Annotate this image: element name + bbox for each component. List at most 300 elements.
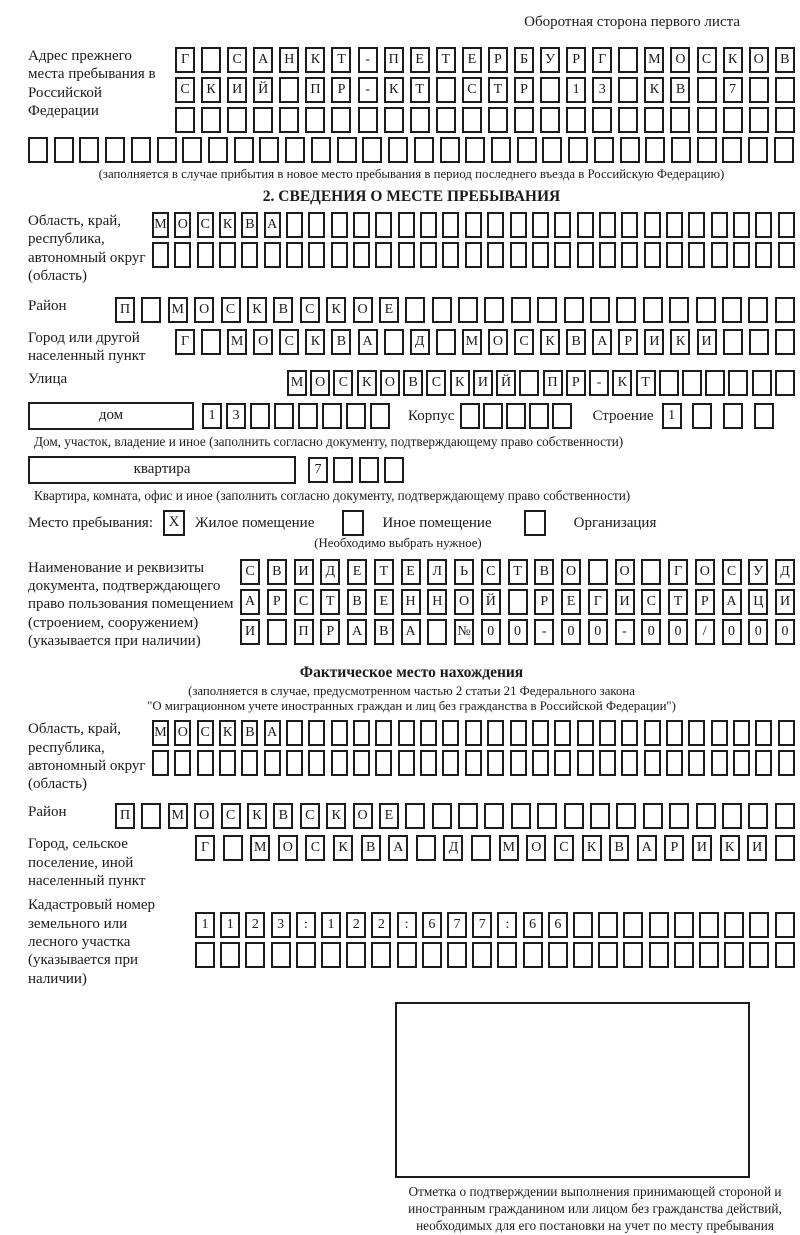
char-box: К [670,329,690,355]
char-box: Д [775,559,795,585]
char-box: В [241,212,258,238]
char-box [692,403,712,429]
char-box [588,559,608,585]
char-box: П [294,619,314,645]
char-box [670,107,690,133]
char-box [514,107,534,133]
char-box [749,942,769,968]
char-box [532,242,549,268]
char-box [748,137,768,163]
char-box: В [267,559,287,585]
char-box: Ь [454,559,474,585]
char-box: И [615,589,635,615]
gorod-row [175,329,795,355]
char-box: М [227,329,247,355]
char-box: К [450,370,470,396]
char-box [529,403,549,429]
char-box [375,750,392,776]
dom-note: Дом, участок, владение и иное (заполнить согласно документу, подтверждающему право собственности) [34,433,624,449]
char-box [398,720,415,746]
char-box [353,242,370,268]
char-box [564,297,584,323]
char-box: Д [320,559,340,585]
kvartira-row [308,457,404,483]
char-box: А [722,589,742,615]
char-box: Р [320,619,340,645]
char-box [305,107,325,133]
char-box [599,242,616,268]
char-box [752,370,772,396]
char-box: О [561,559,581,585]
char-box [688,720,705,746]
char-box [201,107,221,133]
char-box: С [227,47,247,73]
char-box [733,720,750,746]
char-box [491,137,511,163]
char-box [590,297,610,323]
char-box [508,589,528,615]
dom-row [202,403,390,429]
char-box: М [250,835,270,861]
char-box: Н [401,589,421,615]
char-box: В [374,619,394,645]
prev-address-row-4 [28,137,794,163]
char-box [749,912,769,938]
stamp-box [395,1002,750,1178]
char-box [705,370,725,396]
prev-address-row-3 [175,107,795,133]
char-box [322,403,342,429]
char-box: М [152,720,169,746]
char-box [697,107,717,133]
char-box [599,212,616,238]
char-box [594,137,614,163]
mesto-note: (Необходимо выбрать нужное) [314,535,482,550]
char-box: С [240,559,260,585]
char-box [775,912,795,938]
char-box [331,720,348,746]
char-box: М [644,47,664,73]
char-box: 2 [371,912,391,938]
char-box [540,77,560,103]
prev-address-block [28,47,795,133]
char-box [649,912,669,938]
char-box: М [152,212,169,238]
char-box: 6 [422,912,442,938]
char-box [253,107,273,133]
char-box [564,803,584,829]
char-box [775,77,795,103]
char-box: 6 [523,912,543,938]
char-box: К [357,370,377,396]
char-box: 3 [592,77,612,103]
kvartira-box: квартира [28,456,296,484]
char-box: О [488,329,508,355]
char-box: С [554,835,574,861]
fact-gorod-row [195,835,795,861]
mesto-option-label-inoe: Иное помещение [382,514,492,531]
char-box [208,137,228,163]
char-box [554,212,571,238]
char-box [296,942,316,968]
char-box [346,403,366,429]
char-box [511,297,531,323]
ulitsa-row [287,370,795,396]
char-box: 2 [346,912,366,938]
char-box [182,137,202,163]
char-box: А [264,720,281,746]
char-box [465,137,485,163]
char-box: Е [410,47,430,73]
char-box [697,77,717,103]
char-box: Р [664,835,684,861]
char-box [201,47,221,73]
kadastr-row-1 [195,912,795,938]
char-box: 3 [226,403,246,429]
char-box: А [253,47,273,73]
char-box: Р [331,77,351,103]
kvartira-note: Квартира, комната, офис и иное (заполнить согласно документу, подтверждающему право собственности) [34,487,631,503]
char-box [420,750,437,776]
char-box: К [582,835,602,861]
char-box: О [174,720,191,746]
char-box: 0 [481,619,501,645]
char-box: А [240,589,260,615]
checkbox-inoe-pomeshchenie[interactable] [342,510,364,536]
char-box [245,942,265,968]
char-box [573,942,593,968]
char-box: Н [279,47,299,73]
char-box [353,720,370,746]
char-box [674,912,694,938]
char-box [195,942,215,968]
char-box: Г [668,559,688,585]
char-box [488,107,508,133]
char-box [723,403,743,429]
char-box [645,137,665,163]
char-box [644,242,661,268]
prev-address-row-1 [175,47,795,73]
char-box [649,942,669,968]
char-box: 1 [662,403,682,429]
char-box: Т [636,370,656,396]
char-box [669,297,689,323]
char-box: Т [436,47,456,73]
char-box: И [240,619,260,645]
char-box: М [287,370,307,396]
char-box [566,107,586,133]
prev-address-row-2 [175,77,795,103]
char-box: О [615,559,635,585]
char-box: Б [514,47,534,73]
char-box [220,942,240,968]
char-box [308,242,325,268]
char-box [711,212,728,238]
doc-row-1 [240,559,795,585]
char-box [346,942,366,968]
char-box [321,942,341,968]
char-box [510,242,527,268]
char-box: К [219,720,236,746]
char-box: А [401,619,421,645]
char-box: : [497,912,517,938]
char-box [733,750,750,776]
char-box: В [534,559,554,585]
char-box [259,137,279,163]
char-box [671,137,691,163]
char-box: А [637,835,657,861]
stroenie-label: Строение [592,407,654,424]
char-box: С [279,329,299,355]
char-box: : [296,912,316,938]
char-box [699,942,719,968]
char-box: К [333,835,353,861]
char-box [666,720,683,746]
char-box: Р [534,589,554,615]
char-box [623,912,643,938]
char-box [398,212,415,238]
char-box [286,720,303,746]
oblast-row-1 [152,212,795,238]
char-box [755,750,772,776]
char-box [510,212,527,238]
char-box [279,77,299,103]
char-box [472,942,492,968]
char-box [436,107,456,133]
doc-block [28,559,795,650]
section2-title: 2. СВЕДЕНИЯ О МЕСТЕ ПРЕБЫВАНИЯ [262,188,561,205]
char-box [598,942,618,968]
char-box [286,242,303,268]
char-box [298,403,318,429]
char-box [465,720,482,746]
char-box [397,942,417,968]
char-box: 1 [321,912,341,938]
char-box: 1 [220,912,240,938]
char-box [554,750,571,776]
char-box [28,137,48,163]
mesto-option-label-organizatsiya: Организация [573,514,657,531]
char-box [542,137,562,163]
char-box [484,297,504,323]
char-box: У [540,47,560,73]
char-box: 0 [775,619,795,645]
checkbox-zhiloe-pomeshchenie[interactable]: X [163,510,185,536]
char-box [370,403,390,429]
mesto-option-label-zhiloe: Жилое помещение [195,514,315,531]
char-box [442,242,459,268]
char-box: В [241,720,258,746]
kadastr-block [28,896,795,987]
mesto-block [28,510,795,536]
char-box [416,835,436,861]
char-box: К [305,329,325,355]
char-box: - [615,619,635,645]
char-box [462,107,482,133]
raion-row [115,297,795,323]
char-box [659,370,679,396]
char-box [174,242,191,268]
char-box: Ц [748,589,768,615]
back-side-label: Оборотная сторона первого листа [524,14,740,30]
char-box [733,212,750,238]
char-box [442,750,459,776]
char-box [755,242,772,268]
char-box: В [670,77,690,103]
char-box [487,750,504,776]
char-box: О [454,589,474,615]
char-box: Н [427,589,447,615]
char-box: 0 [588,619,608,645]
char-box [234,137,254,163]
char-box: Д [410,329,430,355]
char-box: С [462,77,482,103]
char-box [722,297,742,323]
char-box [414,137,434,163]
char-box [197,242,214,268]
char-box [201,329,221,355]
char-box [775,329,795,355]
char-box [537,803,557,829]
char-box [552,403,572,429]
char-box: Г [195,835,215,861]
char-box: П [543,370,563,396]
char-box [384,457,404,483]
doc-label: Наименование и реквизиты документа, подтверждающего право пользования помещением (строением, сооружением) (указывается при наличии) [28,559,234,649]
char-box [436,329,456,355]
char-box: У [748,559,768,585]
checkbox-organizatsiya[interactable] [524,510,546,536]
char-box: И [227,77,247,103]
char-box [775,835,795,861]
char-box [643,803,663,829]
char-box: Т [374,559,394,585]
char-box [722,803,742,829]
char-box: 0 [561,619,581,645]
char-box [174,750,191,776]
char-box: Т [410,77,430,103]
char-box [384,329,404,355]
char-box [748,297,768,323]
char-box: Й [481,589,501,615]
char-box [688,242,705,268]
char-box [484,803,504,829]
char-box [279,107,299,133]
char-box: Р [695,589,715,615]
fact-oblast-label: Область, край, республика, автономный округ (область) [28,721,146,793]
char-box: С [426,370,446,396]
char-box: - [589,370,609,396]
char-box: В [273,803,293,829]
stroenie-row [662,403,774,429]
char-box [532,720,549,746]
char-box [577,242,594,268]
char-box: 0 [668,619,688,645]
char-box: 7 [308,457,328,483]
char-box [388,137,408,163]
char-box: Т [331,47,351,73]
char-box [775,297,795,323]
char-box [375,242,392,268]
char-box [227,107,247,133]
char-box [548,942,568,968]
char-box [333,457,353,483]
char-box [733,242,750,268]
char-box: Г [175,47,195,73]
char-box: С [294,589,314,615]
char-box [666,750,683,776]
char-box: Т [668,589,688,615]
char-box: В [361,835,381,861]
char-box [523,942,543,968]
char-box: № [454,619,474,645]
char-box [241,750,258,776]
char-box: О [353,297,373,323]
char-box [331,242,348,268]
char-box: П [384,47,404,73]
char-box [506,403,526,429]
char-box [723,107,743,133]
mesto-label: Место пребывания: [28,514,153,531]
char-box: О [253,329,273,355]
char-box: А [347,619,367,645]
fact-gorod-block [28,835,795,890]
char-box: О [174,212,191,238]
char-box: И [697,329,717,355]
char-box: К [326,803,346,829]
char-box: В [403,370,423,396]
char-box [711,720,728,746]
char-box [620,137,640,163]
char-box [458,297,478,323]
char-box [644,750,661,776]
char-box: 7 [472,912,492,938]
char-box [442,212,459,238]
char-box: 2 [245,912,265,938]
char-box [371,942,391,968]
oblast-label: Область, край, республика, автономный округ (область) [28,213,146,284]
prev-address-note: (заполняется в случае прибытия в новое место пребывания в период последнего въезда в Российскую Федерацию) [98,167,725,181]
char-box [696,803,716,829]
char-box: М [462,329,482,355]
char-box [778,750,795,776]
char-box [465,750,482,776]
char-box [175,107,195,133]
char-box [616,297,636,323]
char-box [688,750,705,776]
char-box [644,212,661,238]
char-box [267,619,287,645]
char-box [749,107,769,133]
char-box: 0 [722,619,742,645]
char-box: С [197,720,214,746]
char-box [618,107,638,133]
char-box [422,942,442,968]
char-box: И [747,835,767,861]
char-box: А [264,212,281,238]
char-box: М [168,803,188,829]
char-box: 1 [195,912,215,938]
char-box [775,370,795,396]
char-box [274,403,294,429]
char-box [666,212,683,238]
dom-box: дом [28,402,194,430]
char-box [755,212,772,238]
char-box: П [115,803,135,829]
char-box: 0 [508,619,528,645]
korpus-label: Корпус [408,407,455,424]
char-box [487,720,504,746]
